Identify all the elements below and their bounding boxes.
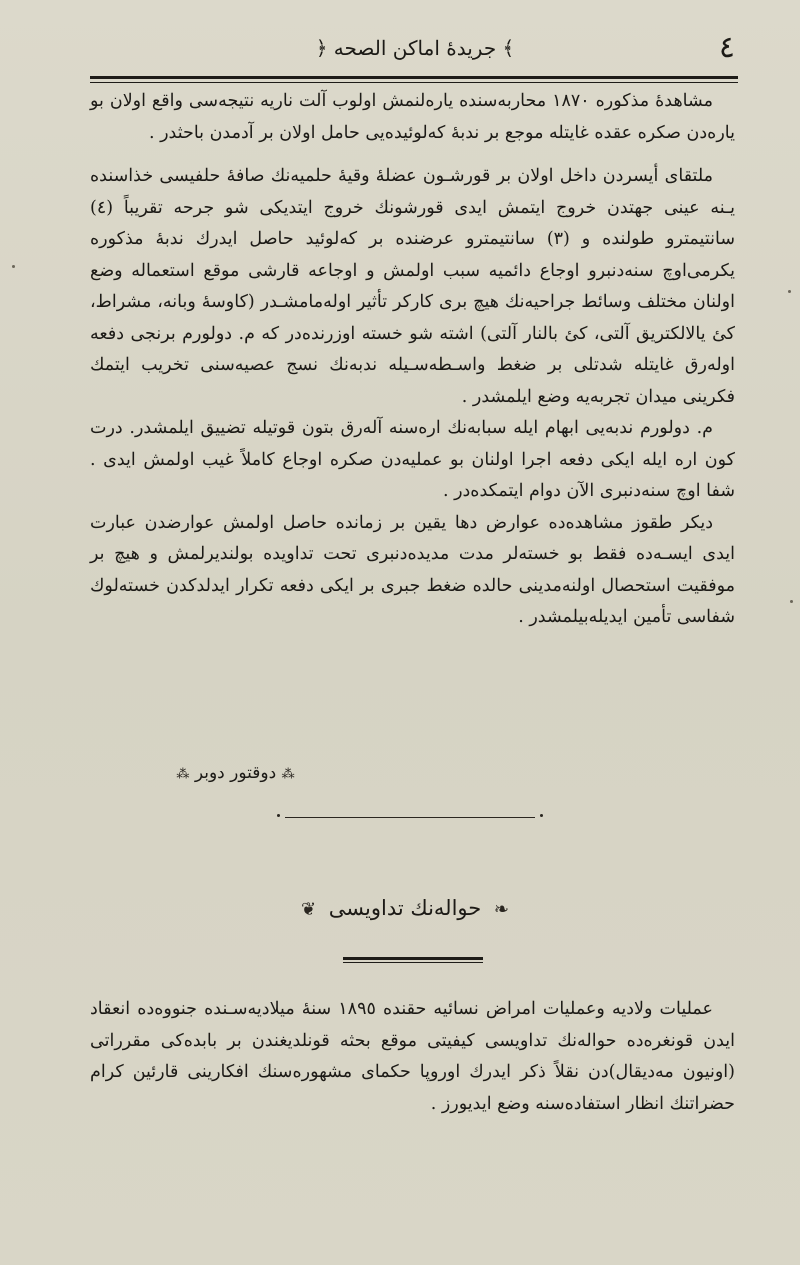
title-rule-thin: [343, 962, 483, 963]
signature-text: دوقتور دوبر: [194, 763, 277, 783]
author-signature: [148, 758, 323, 788]
paper-speck: [788, 290, 791, 293]
fleuron-icon: ❧: [493, 899, 510, 920]
article-body: [90, 86, 735, 634]
page-number: ٤: [718, 30, 735, 65]
paragraph: عمليات ولاديه وعمليات امراض نسائيه حقنده ١٨٩٥ سنهٔ ميلاديه‌سـنده جنووه‌ده انعقاد ايدن قونغره‌ده حواله‌نك تداويسى كيفيتى موقع بحثه قونلديغندن بر بابده‌كى مقرراتى (اونيون مه‌ديقال)دن نقلاً ذكر ايدرك اوروپا حكماى مشهوره‌سنك افكارينى قارئين كرام حضراتنك انظار استفاده‌سنه وضع ايديورز .: [90, 999, 735, 1114]
section-divider: [285, 817, 535, 818]
page-header: [95, 28, 735, 74]
paper-speck: [790, 600, 793, 603]
paper-speck: [12, 265, 15, 268]
fleuron-icon: ❦: [300, 899, 317, 920]
running-title: ﴿ جريدهٔ اماكن الصحه ﴾: [315, 36, 515, 60]
paragraph: مشاهدهٔ مذكوره ١٨٧٠ محاربه‌سنده يارەلنمش اولوب آلت ناريه نتيجه‌سى واقع اولان بو يارەدن صكره عقده غايتله موجع بر ندبهٔ كه‌لوئيده‌يى حامل اولان بر آدمدن باحثدر .: [90, 91, 735, 143]
header-rule: [90, 76, 738, 79]
paragraph: م. دولورم ندبه‌يى ابهام ايله سبابه‌نك ارەسنه آله‌رق بتون قوتيله تضييق ايلمشدر. درت كون اره ايله ايكى دفعه اجرا اولنان بو عمليه‌دن صكره اوجاع كاملاً غيب اولمش ايدى . شفا اوچ سنه‌دنبرى الآن دوام ايتمكده‌در .: [90, 418, 735, 501]
paragraph: ديكر طقوز مشاهده‌ده عوارض دها يقين بر زمانده حاصل اولمش عوارضدن عبارت ايدى ايسـه‌ده فقط بو خسته‌لر مدت مديده‌دنبرى تحت تداويده بولنديرلمش و هيچ بر موفقيت استحصال اولنه‌مدينى حالده ضغط جبرى بر ايكى دفعه تكرار ايدلدكدن خسته‌لوك شفاسى تأمين ايديله‌بيلمشدر .: [90, 512, 735, 627]
section-title: [240, 888, 570, 928]
title-rule: [343, 957, 483, 960]
header-rule-thin: [90, 82, 738, 83]
ornament-icon: ⁂: [176, 767, 190, 782]
paragraph: ملتقاى أيسردن داخل اولان بر قورشـون عضلهٔ وقيهٔ حلميه‌نك صافهٔ حلفيسى خذاسنده يـنه عينى جهتدن خروج ايتمش ايدى قورشونك خروج ايتديكى شو جرحه تقريباً (٤) سانتيمترو طولنده و (٣) سانتيمترو عرضنده بر كه‌لوئيد حاصل ايدرك ندبهٔ مذكوره يكرمى‌اوچ سنه‌دنبرو اوجاع دائميه سبب اولمش و اوجاعه قارشى موقع استعماله وضع اولنان مختلف وسائط جراحيه‌نك هيچ برى كاركر تأثير اوله‌مامشـدر (كاوسهٔ وبانه، مشراط، كئ يالالكتريق آلتى، كئ بالنار آلتى) اشته شو خسته اوزرنده‌در كه م. دولورم برنجى دفعه اوله‌رق غايتله شدتلى بر ضغط واسـطه‌سـيله ندبه‌نك نسج عصيه‌سنى تخريب ايتمك فكرينى ميدان تجربه‌يه وضع ايلمشدر .: [90, 166, 735, 407]
section-title-text: حواله‌نك تداويسى: [328, 896, 482, 920]
ornament-icon: ⁂: [281, 767, 295, 782]
article-body-2: [90, 994, 735, 1120]
